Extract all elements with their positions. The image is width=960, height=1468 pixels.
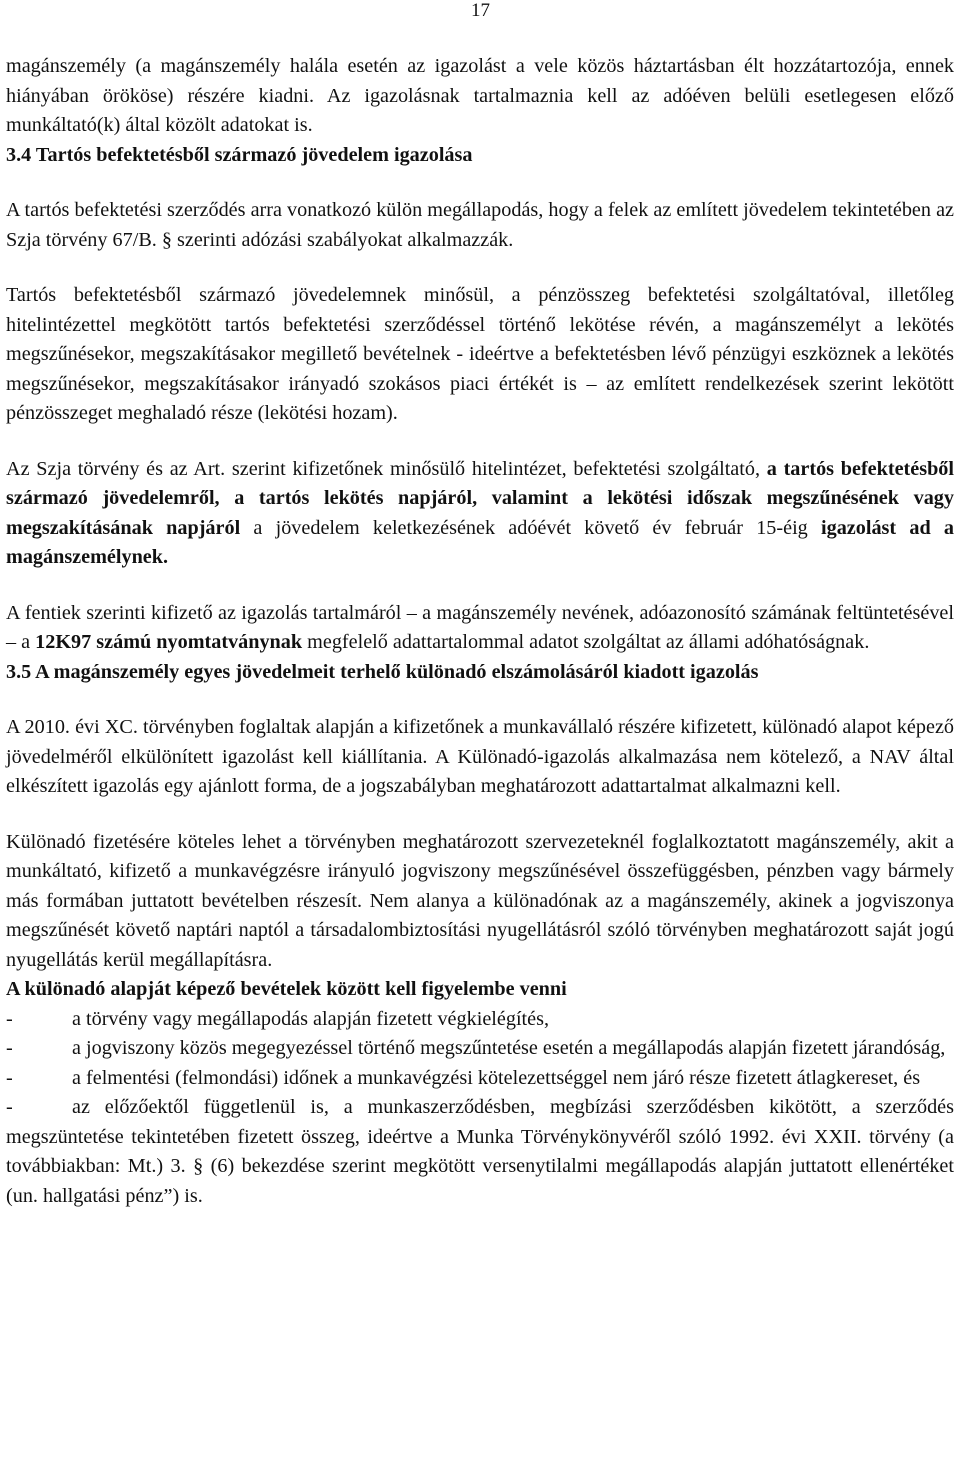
list-item-text: az előzőektől függetlenül is, a munkaszerződésben, megbízási szerződésben kikötött, a szerződés megszüntetése tekintetében fizetett összeg, ideértve a Munka Törvénykönyvéről szóló 1992. évi XXII. törvény (a továbbiakban: Mt.) 3. § (6) bekezdése szerint megkötött versenytilalmi megállapodás alapján juttatott ellenértéket (un. hallgatási pénz”) is. [6, 1096, 954, 1207]
list-dash: - [6, 1007, 13, 1030]
section-3-5-heading: 3.5 A magánszemély egyes jövedelmeit terhelő különadó elszámolásáról kiadott igazolás [6, 660, 759, 683]
list-lead: A különadó alapját képező bevételek között kell figyelembe venni [6, 978, 567, 1000]
section-3-4-paragraph-2: Tartós befektetésből származó jövedelemnek minősül, a pénzösszeg befektetési szolgáltatóval, illetőleg hitelintézettel megkötött tartós befektetési szerződéssel történő lekötése révén, a magánszemélyt a lekötés megszűnésekor, megszakításakor megillető bevételnek - ideértve a befektetésben lévő pénzügyi eszköznek a lekötés megszűnésekor, megszakításakor irányadó szokásos piaci értékét is – az említett rendelkezések szerint lekötött pénzösszeget meghaladó része (lekötési hozam). [6, 284, 954, 424]
list-dash: - [6, 1066, 13, 1089]
list-item [6, 1093, 954, 1211]
section-3-4-paragraph-1: A tartós befektetési szerződés arra vonatkozó külön megállapodás, hogy a felek az említett jövedelem tekintetében az Szja törvény 67/B. § szerinti adózási szabályokat alkalmazzák. [6, 199, 954, 251]
list-item-text: a törvény vagy megállapodás alapján fizetett végkielégítés, [72, 1007, 550, 1030]
p3-text-a: Az Szja törvény és az Art. szerint kifizetőnek minősülő hitelintézet, befektetési szolgáltató, [6, 457, 767, 480]
list-item [6, 1034, 954, 1064]
section-3-4-paragraph-3 [6, 455, 954, 573]
p3-bold-b: a tartós befektetésből származó jövedelemről, a tartós lekötés napjáról, valamint a lekötési időszak megszűnésének vagy megszakításának napjáról [6, 457, 955, 539]
p3-text-c: a jövedelem keletkezésének adóévét követő év február 15-éig [240, 516, 821, 539]
p4-text-a: A fentiek szerinti kifizető az igazolás tartalmáról – a magánszemély nevének, adóazonosító számának feltüntetésével – a [6, 601, 954, 653]
section-3-5-paragraph-1: A 2010. évi XC. törvényben foglaltak alapján a kifizetőnek a munkavállaló részére kifizetett, különadó alapot képező jövedelméről elkülönített igazolást kell kiállítania. A Különadó-igazolás alkalmazása nem kötelező, a NAV által elkészített igazolás egy ajánlott forma, de a jogszabályban meghatározott adattartalmat alkalmazni kell. [6, 716, 954, 797]
p4-bold-b: 12K97 számú nyomtatványnak [35, 631, 303, 653]
list-dash: - [6, 1037, 13, 1059]
section-3-4-heading: 3.4 Tartós befektetésből származó jövedelem igazolása [6, 143, 473, 166]
section-3-5-paragraph-2: Különadó fizetésére köteles lehet a törvényben meghatározott szervezeteknél foglalkoztatott magánszemély, akit a munkáltató, kifizető a munkavégzésre irányuló jogviszony megszűnésével összefüggésben, pénzben vagy bármely más formában juttatott bevételben részesít. Nem alanya a különadónak az a magánszemély, akinek a jogviszonya megszűnését követő naptári naptól a társadalombiztosítási nyugellátásról szóló törvényben meghatározott saját jogú nyugellátás kerül megállapításra. [6, 830, 954, 971]
list-item-text: a jogviszony közös megegyezéssel történő megszűntetése esetén a megállapodás alapján fizetett járandóság, [72, 1037, 946, 1059]
page-number: 17 [471, 0, 490, 21]
p3-bold-d: igazolást ad a magánszemélynek. [6, 516, 954, 568]
intro-paragraph: magánszemély (a magánszemély halála esetén az igazolást a vele közös háztartásban élt hozzátartozója, ennek hiányában örököse) részére kiadni. Az igazolásnak tartalmaznia kell az adóéven belüli esetlegesen előző munkáltató(k) által közölt adatokat is. [6, 55, 954, 136]
section-3-4-paragraph-4 [6, 599, 954, 658]
list-item [6, 1064, 954, 1094]
p4-text-c: megfelelő adattartalommal adatot szolgáltat az állami adóhatóságnak. [302, 631, 870, 653]
list-dash: - [6, 1096, 13, 1118]
list-item [6, 1005, 954, 1035]
document-body [6, 52, 954, 1211]
list-item-text: a felmentési (felmondási) időnek a munkavégzési kötelezettséggel nem járó része fizetett átlagkereset, és [72, 1066, 921, 1089]
